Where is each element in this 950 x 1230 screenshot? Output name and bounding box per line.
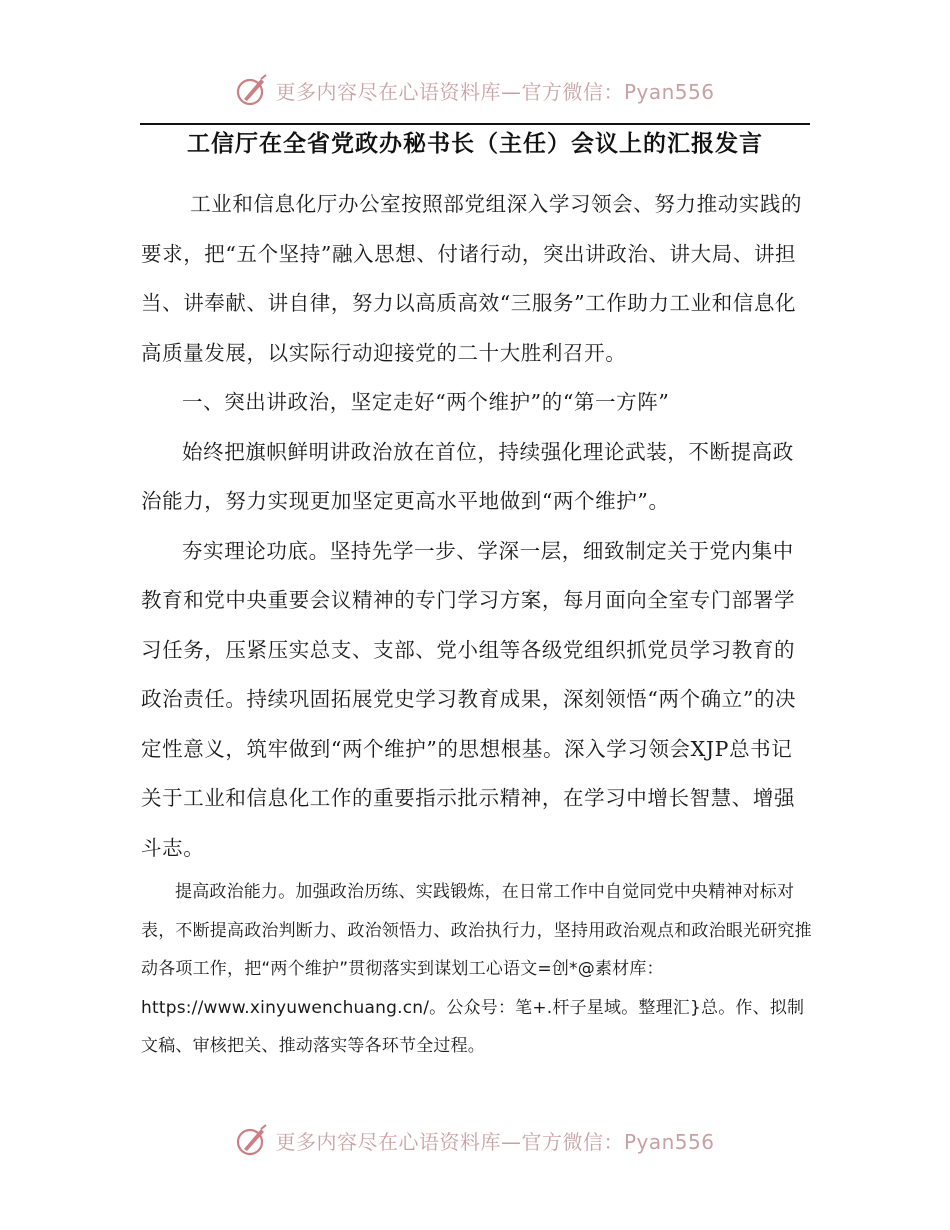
- header-banner: [0, 70, 950, 110]
- footer-banner-text: 更多内容尽在心语资料库—官方微信：Pyan556: [275, 1129, 715, 1154]
- document-body-small: [141, 873, 813, 1066]
- footer-banner: [0, 1120, 950, 1160]
- section-heading: 一、突出讲政治，坚定走好“两个维护”的“第一方阵”: [182, 390, 670, 414]
- quill-logo-icon: [235, 1123, 269, 1157]
- paragraph-section-lead: 始终把旗帜鲜明讲政治放在首位，持续强化理论武装，不断提高政治能力，努力实现更加坚定更高水平地做到“两个维护”。: [141, 439, 794, 513]
- document-body: [141, 180, 811, 873]
- paragraph-political-ability: 提高政治能力。加强政治历练、实践锻炼，在日常工作中自觉同党中央精神对标对表，不断提高政治判断力、政治领悟力、政治执行力，坚持用政治观点和政治眼光研究推动各项工作，把“两个维护”贯彻落实到谋划工心语文=创*@素材库：https://www.xinyuwenchuang.cn/。公众号：笔+.杆子星域。整理汇}总。作、拟制文稿、审核把关、推动落实等各环节全过程。: [141, 882, 812, 1057]
- document-title: 工信厅在全省党政办秘书长（主任）会议上的汇报发言: [187, 131, 763, 157]
- paragraph-theory: 夯实理论功底。坚持先学一步、学深一层，细致制定关于党内集中教育和党中央重要会议精神的专门学习方案，每月面向全室专门部署学习任务，压紧压实总支、支部、党小组等各级党组织抓党员学习教育的政治责任。持续巩固拓展党史学习教育成果，深刻领悟“两个确立”的决定性意义，筑牢做到“两个维护”的思想根基。深入学习领会XJP总书记关于工业和信息化工作的重要指示批示精神，在学习中增长智慧、增强斗志。: [141, 538, 797, 860]
- header-banner-text: 更多内容尽在心语资料库—官方微信：Pyan556: [275, 79, 715, 104]
- paragraph-intro: 工业和信息化厅办公室按照部党组深入学习领会、努力推动实践的要求，把“五个坚持”融入思想、付诸行动，突出讲政治、讲大局、讲担当、讲奉献、讲自律，努力以高质高效“三服务”工作助力工业和信息化高质量发展，以实际行动迎接党的二十大胜利召开。: [141, 192, 803, 365]
- quill-logo-icon: [235, 73, 269, 107]
- title-divider: [140, 123, 810, 125]
